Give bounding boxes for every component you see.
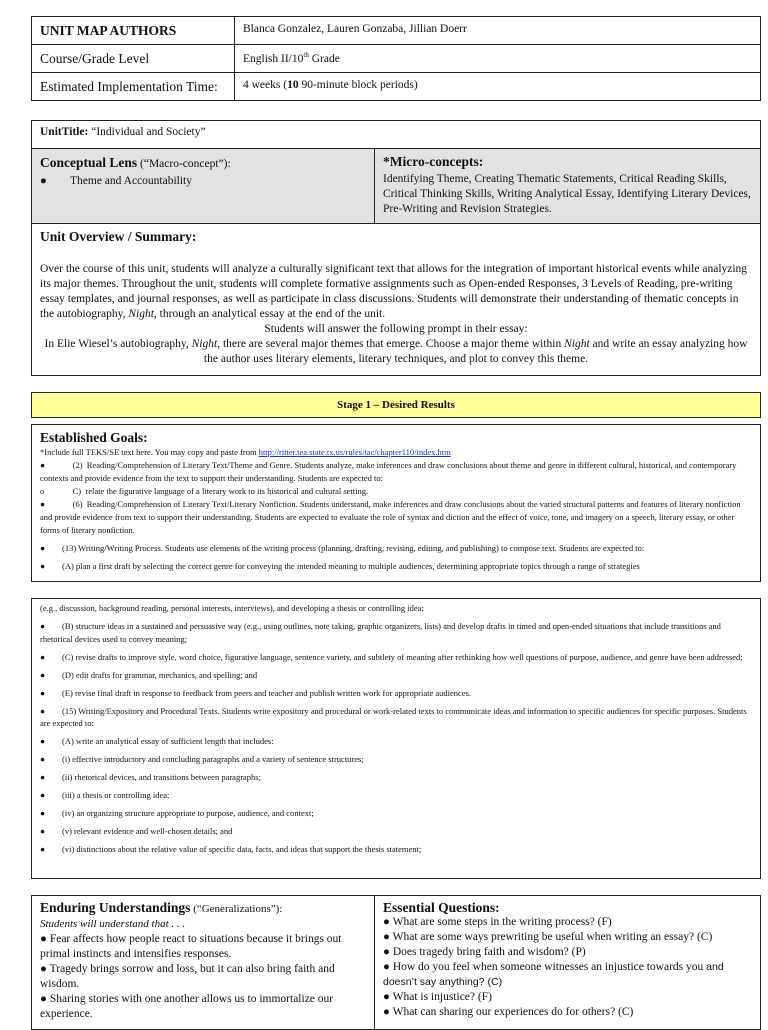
question-item: ● Does tragedy bring faith and wisdom? (P) [383, 946, 586, 958]
conceptual-lens: Conceptual Lens (“Macro-concept”): ● Theme and Accountability [32, 149, 375, 223]
goal-item: ● (D) edit drafts for grammar, mechanics, and spelling; and [40, 669, 258, 680]
goal-item: ● (15) Writing/Expository and Procedural Texts. Students write expository and procedural or work-related texts to communicate ideas and information to specific audiences for specific purposes. Students are expected to: [40, 705, 747, 728]
unit-box [31, 120, 761, 376]
course-row [32, 45, 761, 73]
goals-heading: Established Goals: [40, 430, 148, 445]
question-item: ● What is injustice? (F) [383, 991, 492, 1003]
unit-title: UnitTitle: “Individual and Society” [32, 121, 760, 149]
authors-row [32, 17, 761, 45]
goal-item: ● (E) revise final draft in response to feedback from peers and teacher and publish written work for appropriate audiences. [40, 687, 472, 698]
enduring-understandings: Enduring Understandings (“Generalizations”): Students will understand that . . . ● Fear affects how people react to situations because it brings out primal instincts and intensifies responses. ● Tragedy brings sorrow and loss, but it can also bring faith and wisdom. ● Sharing stories with one another allows us to immortalize our experience. [32, 896, 375, 1029]
goal-item: (e.g., discussion, background reading, personal interests, interviews), and developing a thesis or controlling idea; [40, 603, 424, 613]
authors-value: Blanca Gonzalez, Lauren Gonzaba, Jillian Doerr [235, 17, 761, 45]
essay-prompt: In Elie Wiesel’s autobiography, Night, there are several major themes that emerge. Choose a major theme within Night and write an essay analyzing how the author uses literary elements, literary techniques, and plot to convey this theme. [44, 338, 748, 365]
overview-heading: Unit Overview / Summary: [40, 229, 197, 244]
stage1-banner: Stage 1 – Desired Results [31, 392, 761, 418]
essential-questions [375, 896, 760, 1029]
goals-note: *Include full TEKS/SE text here. You may copy and paste from http://ritter.tea.state.tx.us/rules/tac/chapter110/index.htm [40, 447, 451, 457]
overview-text: Over the course of this unit, students will analyze a culturally significant text that allows for the integration of important historical events while analyzing its major themes. Throughout the unit, students will complete formative assignments such as Open-ended Responses, 3 Levels of Reading, pre-writing essay templates, and journal responses, as well as participate in class discussions. Students will demonstrate their understanding of thematic concepts in the autobiography, Night, through an analytical essay at the end of the unit. [40, 263, 748, 320]
goal-item: ● (v) relevant evidence and well-chosen details; and [40, 826, 233, 836]
question-item: ● What are some steps in the writing process? (F) [383, 916, 612, 928]
goal-item: ● (A) write an analytical essay of sufficient length that includes: [40, 736, 274, 746]
authors-label: UNIT MAP AUTHORS [32, 17, 235, 45]
understanding-item: ● Tragedy brings sorrow and loss, but it can also bring faith and wisdom. [40, 963, 335, 990]
established-goals [31, 424, 761, 582]
understanding-item: ● Sharing stories with one another allows us to immortalize our experience. [40, 993, 334, 1020]
goal-item: ● (6) Reading/Comprehension of Literary Text/Literary Nonfiction. Students understand, make inferences and draw conclusions about the varied structural patterns and features of literary nonfiction and provide evidence from text to support their understanding. Students are expected to evaluate the role of syntax and diction and the effect of voice, tone, and imagery on a speech, literary essay, or other forms of literary nonfiction. [40, 499, 743, 535]
understandings-lead: Students will understand that . . . [40, 918, 186, 930]
teks-link[interactable]: http://ritter.tea.state.tx.us/rules/tac/chapter110/index.htm [258, 447, 451, 457]
goal-item: ● (i) effective introductory and concluding paragraphs and a variety of sentence structures; [40, 754, 364, 764]
goal-item: ● (2) Reading/Comprehension of Literary Text/Theme and Genre. Students analyze, make inferences and draw conclusions about theme and genre in different cultural, historical, and contemporary contexts and provide evidence from the text to support their understanding. Students are expected to: [40, 460, 739, 483]
goal-item: ● (A) plan a first draft by selecting the correct genre for conveying the intended meaning to multiple audiences, determining appropriate topics through a range of strategies [40, 561, 640, 571]
overview-prompt-lead: Students will answer the following prompt in their essay: [264, 323, 528, 335]
question-item: ● How do you feel when someone witnesses an injustice towards you and doesn’t say anything? (C) [383, 961, 724, 988]
course-label: Course/Grade Level [32, 45, 235, 73]
goal-item: ● (ii) rhetorical devices, and transitions between paragraphs; [40, 772, 261, 782]
question-item: ● What can sharing our experiences do for others? (C) [383, 1006, 634, 1018]
goal-item: ● (vi) distinctions about the relative value of specific data, facts, and ideas that support the thesis statement; [40, 844, 422, 854]
goal-item: ● (B) structure ideas in a sustained and persuasive way (e.g., using outlines, note taking, graphic organizers, lists) and develop drafts in timed and open-ended situations that include transitions and rhetorical devices used to convey meaning; [40, 621, 721, 644]
course-value: English II/10th Grade [235, 45, 761, 73]
micro-concepts [375, 149, 760, 223]
goal-item: ● (iv) an organizing structure appropriate to purpose, audience, and context; [40, 808, 314, 818]
time-row [32, 73, 761, 101]
micro-heading: *Micro-concepts: [383, 154, 484, 169]
goal-item: o C) relate the figurative language of a literary work to its historical and cultural setting. [40, 486, 369, 496]
unit-overview [32, 224, 760, 372]
understandings-questions [31, 895, 761, 1030]
goal-item: ● (C) revise drafts to improve style, word choice, figurative language, sentence variety, and subtlety of meaning after rethinking how well questions of purpose, audience, and genre have been addressed; [40, 651, 743, 662]
question-item: ● What are some ways prewriting be useful when writing an essay? (C) [383, 931, 713, 943]
lens-item: ● Theme and Accountability [40, 175, 192, 187]
lens-heading: Conceptual Lens [40, 155, 138, 170]
questions-heading: Essential Questions: [383, 900, 500, 915]
goals-continued [31, 598, 761, 879]
goal-item: ● (13) Writing/Writing Process. Students use elements of the writing process (planning, drafting, revising, editing, and publishing) to compose text. Students are expected to: [40, 543, 645, 553]
authors-table [31, 16, 761, 101]
lens-row [32, 149, 760, 224]
understanding-item: ● Fear affects how people react to situations because it brings out primal instincts and intensifies responses. [40, 933, 342, 960]
time-label: Estimated Implementation Time: [32, 73, 235, 101]
time-value: 4 weeks (10 90-minute block periods) [235, 73, 761, 101]
goal-item: ● (iii) a thesis or controlling idea; [40, 790, 170, 800]
micro-text: Identifying Theme, Creating Thematic Statements, Critical Reading Skills, Critical Thinking Skills, Writing Analytical Essay, Identifying Literary Devices, Pre-Writing and Revision Strategies. [383, 173, 751, 215]
understandings-heading: Enduring Understandings [40, 900, 191, 915]
